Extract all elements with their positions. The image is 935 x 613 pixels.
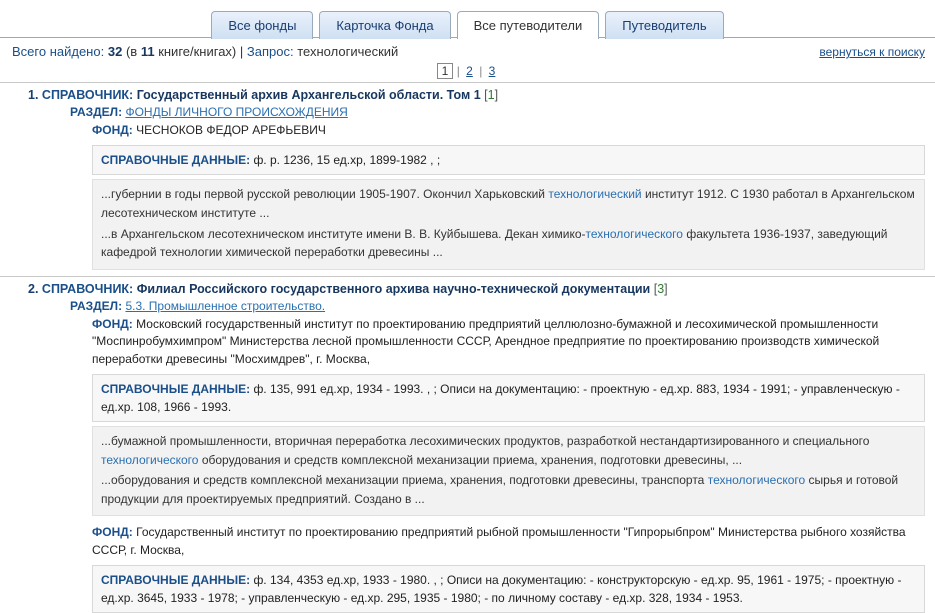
page-current[interactable]: 1 [437, 63, 454, 79]
snippet-post: факультета 1936-1937, заведующий кафедрой технологии химической переработки древесины ... [101, 226, 888, 260]
books-word: книге/книгах) [158, 44, 237, 59]
razdel-label: РАЗДЕЛ: [70, 298, 123, 313]
snippet-highlight: технологического [101, 452, 199, 467]
reference-data-label: СПРАВОЧНЫЕ ДАННЫЕ: [101, 381, 251, 396]
query-label: Запрос: [246, 44, 294, 59]
result-title[interactable]: Филиал Российского государственного архива научно-технической документации [136, 281, 651, 296]
fond-label: ФОНД: [92, 525, 133, 540]
snippet-line [101, 471, 916, 508]
summary-text [12, 44, 398, 59]
books-count: 11 [140, 44, 155, 59]
fond-row [70, 314, 925, 370]
tab-guide[interactable]: Путеводитель [605, 11, 723, 39]
result-item [0, 277, 935, 613]
result-heading [10, 282, 925, 296]
fond-row [70, 522, 925, 561]
count-value: 3 [657, 281, 665, 296]
razdel-link[interactable]: 5.3. Промышленное строительство. [125, 298, 326, 313]
result-label: СПРАВОЧНИК: [41, 88, 134, 102]
in-books-prefix: (в [125, 44, 138, 59]
result-number: 2. [28, 281, 39, 296]
fond-row [70, 120, 925, 141]
count-value: 1 [487, 88, 495, 102]
result-count [484, 88, 498, 102]
result-heading [10, 88, 925, 102]
query-value: технологический [297, 44, 399, 59]
found-label: Всего найдено: [12, 44, 105, 59]
count-bracket-open: [ [484, 88, 488, 102]
snippet-line [101, 225, 916, 262]
snippet-post: сырья и готовой продукции для проектируемых предприятий. Создано в ... [101, 473, 899, 506]
result-item [0, 83, 935, 270]
razdel-row [70, 102, 925, 120]
fond-label: ФОНД: [92, 123, 133, 137]
snippet-highlight: технологический [548, 187, 642, 202]
result-body [70, 102, 925, 270]
tab-bar [0, 0, 935, 38]
reference-data-value: ф. р. 1236, 15 ед.хр, 1899-1982 , ; [253, 153, 441, 168]
summary-bar [0, 38, 935, 61]
results-list [0, 82, 935, 613]
tab-fond-card[interactable]: Карточка Фонда [319, 11, 450, 39]
page-link-3[interactable]: 3 [488, 64, 496, 78]
page-link-2[interactable]: 2 [466, 64, 473, 78]
reference-data-value: ф. 134, 4353 ед.хр, 1933 - 1980. , ; Описи на документацию: - конструкторскую - ед.хр. 95, 1961 - 1975; - проектную - ед.хр. 3645, 1933 - 1978; - управленческую - ед.хр. 295, 1935 - 1980; - по личному составу - ед.хр. 328, 1934 - 1953. [101, 573, 902, 606]
reference-data-label: СПРАВОЧНЫЕ ДАННЫЕ: [101, 153, 251, 168]
razdel-label: РАЗДЕЛ: [70, 105, 123, 119]
snippet-block [92, 426, 925, 516]
snippet-pre: ...оборудования и средств комплексной механизации приема, хранения, подготовки древесины, транспорта [101, 473, 708, 488]
result-body [70, 296, 925, 613]
fond-value[interactable]: Государственный институт по проектированию предприятий рыбной промышленности "Гипрорыбпром" Министерства рыбного хозяйства СССР, г. Москва, [92, 525, 906, 557]
snippet-post: институт 1912. С 1930 работал в Архангельском лесотехническом институте ... [101, 187, 915, 220]
snippet-highlight: технологического [585, 226, 683, 241]
reference-data-card [92, 374, 925, 422]
result-title[interactable]: Государственный архив Архангельской области. Том 1 [136, 88, 481, 102]
snippet-pre: ...бумажной промышленности, вторичная переработка лесохимических продуктов, разработкой нестандартизированного и специального [101, 433, 870, 448]
snippet-pre: ...в Архангельском лесотехническом институте имени В. В. Куйбышева. Декан химико- [101, 226, 586, 241]
snippet-highlight: технологического [707, 473, 806, 488]
snippet-block [92, 179, 925, 269]
result-count [654, 282, 668, 296]
fond-label: ФОНД: [92, 316, 133, 331]
found-count: 32 [107, 44, 123, 59]
result-label: СПРАВОЧНИК: [41, 281, 134, 296]
fond-value[interactable]: Московский государственный институт по проектированию предприятий целлюлозно-бумажной и лесохимической промышленности "Моспинробумхимпром" Министерства лесной промышленности СССР, Арендное предприятие по проектированию производств химической переработки древесины "Мосхимдрев", г. Москва, [92, 316, 880, 366]
pager-separator-2: | [479, 64, 483, 78]
tab-all-fonds[interactable]: Все фонды [211, 11, 313, 39]
razdel-link[interactable]: ФОНДЫ ЛИЧНОГО ПРОИСХОЖДЕНИЯ [125, 105, 348, 119]
snippet-pre: ...губернии в годы первой русской революции 1905-1907. Окончил Харьковский [101, 187, 549, 202]
reference-data-value: ф. 135, 991 ед.хр, 1934 - 1993. , ; Описи на документацию: - проектную - ед.хр. 883, 1934 - 1991; - управленческую - ед.хр. 108, 1966 - 1993. [101, 381, 900, 414]
snippet-line [101, 185, 916, 222]
back-to-search-link[interactable]: вернуться к поиску [819, 45, 925, 59]
snippet-line [101, 432, 916, 469]
summary-separator: | [239, 44, 244, 59]
result-number: 1. [28, 88, 39, 102]
snippet-post: оборудования и средств комплексной механизации приема, хранения, подготовки древесины, ... [198, 452, 743, 467]
reference-data-card [92, 565, 925, 613]
fond-value[interactable]: ЧЕСНОКОВ ФЕДОР АРЕФЬЕВИЧ [136, 123, 326, 137]
pager-separator-1: | [456, 64, 460, 78]
pagination [0, 61, 935, 82]
reference-data-label: СПРАВОЧНЫЕ ДАННЫЕ: [101, 573, 251, 588]
count-bracket-close: ] [494, 88, 499, 102]
tab-all-guides[interactable]: Все путеводители [457, 11, 600, 39]
reference-data-card [92, 145, 925, 175]
count-bracket-close: ] [664, 281, 668, 296]
count-bracket-open: [ [653, 281, 658, 296]
razdel-row [70, 296, 925, 314]
